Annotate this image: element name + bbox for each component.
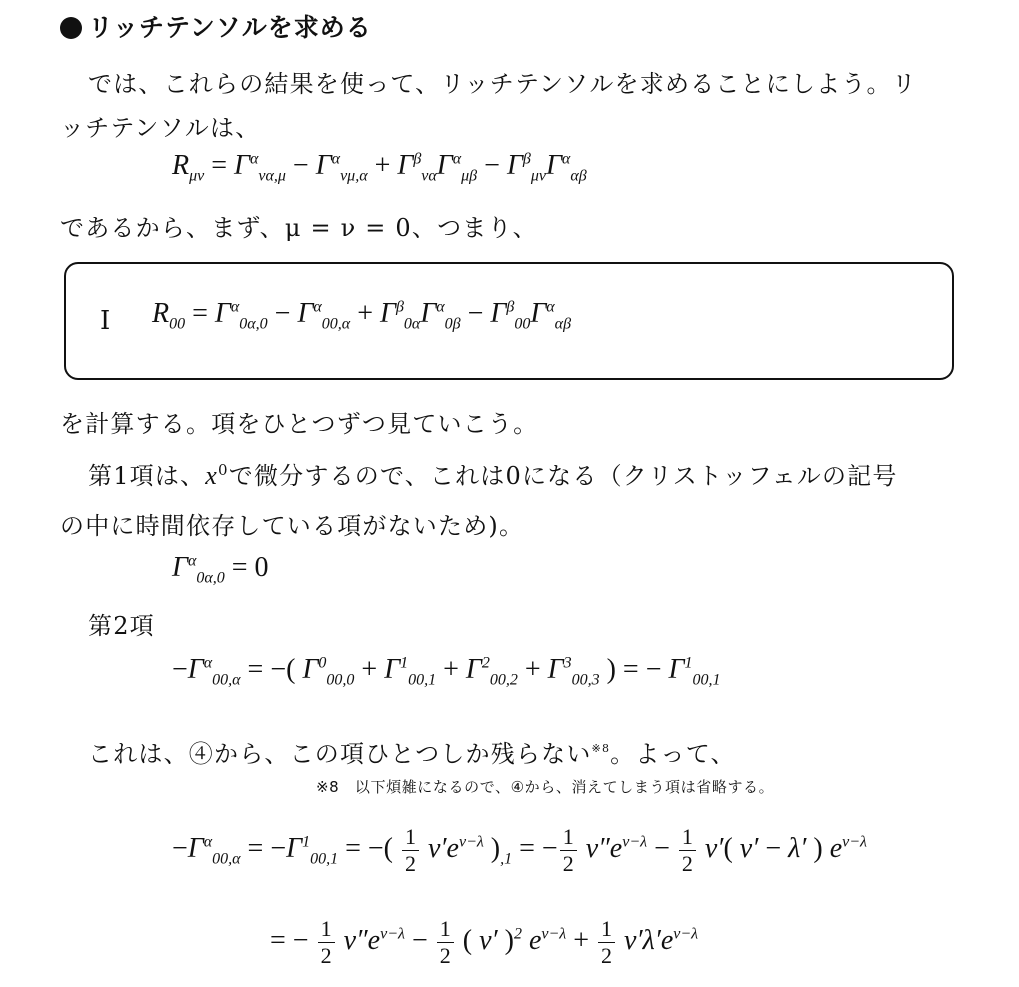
r00-equation-box (64, 262, 954, 380)
paragraph-first-term-line1: 第1項は、$x^0$で微分するので、これは0になる（クリストッフェルの記号 (88, 461, 898, 490)
paragraph-remaining-term: これは、④から、この項ひとつしか残らない$^{※8}$。よって、 (88, 740, 736, 768)
paragraph-compute: を計算する。項をひとつずつ見ていこう。 (60, 410, 539, 438)
paragraph-condition: であるから、まず、μ = ν = 0、つまり、 (60, 214, 538, 242)
second-term-equation: $-\Gamma^\alpha_{00,\alpha}$ = −( $\Gamma^0_{00,0} + \Gamma^1_{00,1} + \Gamma^2_{00,2} + \Gamma^3_{00,3}$ ) = − $\Gamma^1_{00,1}$ (172, 654, 721, 689)
ricci-tensor-definition: $R_{\mu\nu} = \Gamma^\alpha_{\nu\alpha,\mu} - \Gamma^\alpha_{\nu\mu,\alpha} + \Gamma^\beta_{\nu\alpha}\Gamma^\alpha_{\mu\beta} - \Gamma^\beta_{\mu\nu}\Gamma^\alpha_{\alpha\beta}$ (172, 150, 587, 185)
paragraph-first-term-line2: の中に時間依存している項がないため)。 (60, 512, 525, 540)
second-term-label: 第2項 (88, 612, 155, 640)
equation-label: I (100, 306, 111, 336)
derivative-equation-line2: = − $\frac{1}{2}$ $\nu''e^{\nu-\lambda}$ − $\frac{1}{2}$ ( ν′ )$^2$ $e^{\nu-\lambda}$ + $\frac{1}{2}$ $\nu'\lambda'e^{\nu-\lambda}$ (270, 916, 699, 968)
first-term-equation: $\Gamma^\alpha_{0\alpha,0} = 0$ (172, 552, 269, 587)
footnote-reference: ※8 (591, 742, 611, 755)
r00-equation: $R_{00} = \Gamma^\alpha_{0\alpha,0} - \Gamma^\alpha_{00,\alpha} + \Gamma^\beta_{0\alpha}\Gamma^\alpha_{0\beta} - \Gamma^\beta_{00}\Gamma^\alpha_{\alpha\beta}$ (152, 298, 572, 333)
derivative-equation-line1: $-\Gamma^\alpha_{00,\alpha} = -\Gamma^1_{00,1}$ = −( $\frac{1}{2}$ $\nu'e^{\nu-\lambda}$ )$_{,1}$ = − $\frac{1}{2}$ $\nu''e^{\nu-\lambda}$ − $\frac{1}{2}$ ν′( ν′ − λ′ ) $e^{\nu-\lambda}$ (172, 824, 867, 876)
section-heading: リッチテンソルを求める (60, 8, 372, 44)
paragraph-intro-line2: ッチテンソルは、 (60, 114, 261, 142)
bullet-icon (60, 17, 82, 39)
paragraph-intro-line1: では、これらの結果を使って、リッチテンソルを求めることにしよう。リ (88, 70, 917, 98)
footnote: ※8 以下煩雑になるので、④から、消えてしまう項は省略する。 (316, 778, 775, 796)
